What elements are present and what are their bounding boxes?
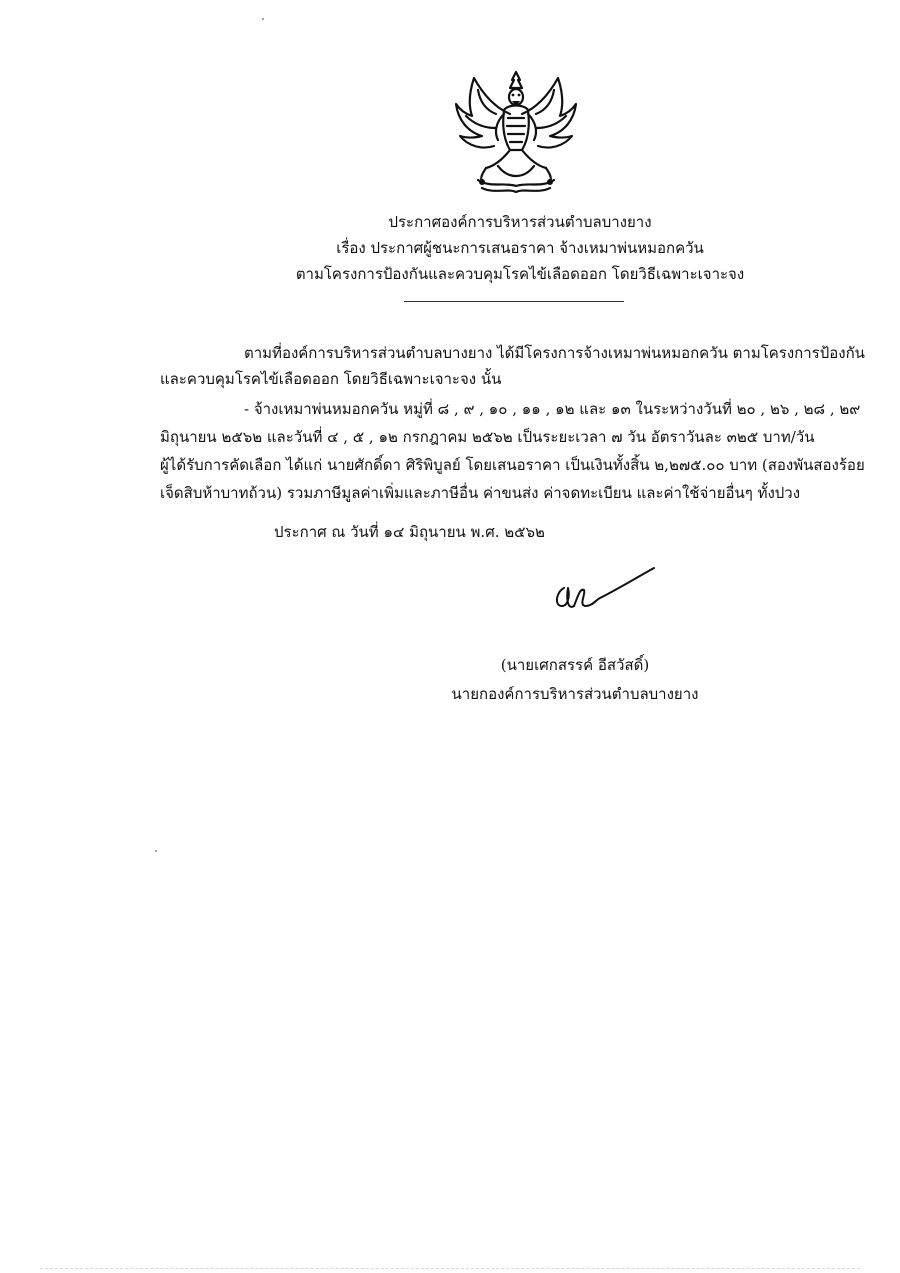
body-paragraph-line: - จ้างเหมาพ่นหมอกควัน หมู่ที่ ๘ , ๙ , ๑๐ , ๑๑ , ๑๒ และ ๑๓ ในระหว่างวันที่ ๒๐ , ๒๖ , ๒๘ , ๒๙ — [244, 400, 861, 418]
signer-title: นายกองค์การบริหารส่วนตำบลบางยาง — [451, 685, 699, 703]
document-subject-continuation: ตามโครงการป้องกันและควบคุมโรคไข้เลือดออก โดยวิธีเฉพาะเจาะจง — [295, 265, 745, 283]
signer-name: (นายเศกสรรค์ อีสวัสดิ์) — [500, 656, 650, 674]
handwritten-signature-icon — [550, 566, 660, 616]
garuda-emblem-icon — [452, 70, 580, 196]
body-paragraph-line: และควบคุมโรคไข้เลือดออก โดยวิธีเฉพาะเจาะจง นั้น — [160, 370, 502, 388]
body-paragraph-line: ผู้ได้รับการคัดเลือก ได้แก่ นายศักดิ์ดา ศิริพิบูลย์ โดยเสนอราคา เป็นเงินทั้งสิ้น ๒,๒๗๕.๐๐ บาท (สองพันสองร้อย — [160, 456, 865, 474]
header-divider — [404, 301, 624, 302]
body-paragraph-line: มิถุนายน ๒๕๖๒ และวันที่ ๔ , ๕ , ๑๒ กรกฎาคม ๒๕๖๒ เป็นระยะเวลา ๗ วัน อัตราวันละ ๓๒๕ บาท/วัน — [160, 428, 815, 446]
scan-speck — [262, 18, 264, 20]
body-paragraph-line: เจ็ดสิบห้าบาทถ้วน) รวมภาษีมูลค่าเพิ่มและภาษีอื่น ค่าขนส่ง ค่าจดทะเบียน และค่าใช้จ่ายอื่นๆ ทั้งปวง — [160, 484, 801, 502]
scan-edge — [40, 1268, 860, 1269]
document-subject: เรื่อง ประกาศผู้ชนะการเสนอราคา จ้างเหมาพ่นหมอกควัน — [336, 239, 704, 257]
body-paragraph-line: ตามที่องค์การบริหารส่วนตำบลบางยาง ได้มีโครงการจ้างเหมาพ่นหมอกควัน ตามโครงการป้องกัน — [244, 344, 865, 362]
scan-speck — [155, 850, 157, 852]
announcement-date: ประกาศ ณ วันที่ ๑๔ มิถุนายน พ.ศ. ๒๕๖๒ — [274, 523, 545, 541]
document-heading: ประกาศองค์การบริหารส่วนตำบลบางยาง — [388, 213, 652, 231]
